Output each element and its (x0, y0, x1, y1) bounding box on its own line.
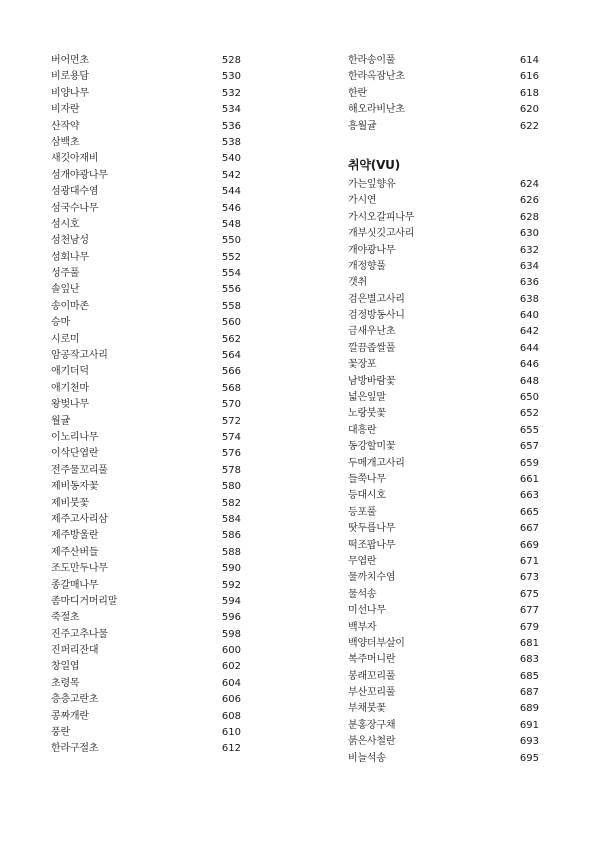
index-entry (348, 102, 539, 118)
entry-name: 한라구절초 (51, 743, 99, 755)
entry-page-number: 532 (221, 87, 241, 99)
entry-page-number: 669 (519, 539, 539, 551)
entry-page-number: 652 (519, 408, 539, 420)
entry-page-number: 584 (221, 513, 241, 525)
index-entry (348, 292, 539, 308)
index-entry (51, 233, 241, 249)
index-entry (348, 669, 539, 685)
entry-page-number: 616 (519, 71, 539, 83)
entry-page-number: 679 (519, 621, 539, 633)
section-heading: 취약(VU) (348, 157, 400, 172)
entry-name: 깔끔좁쌀풀 (348, 342, 396, 354)
entry-page-number: 689 (519, 703, 539, 715)
entry-name: 비양나무 (51, 87, 89, 99)
index-entry (51, 135, 241, 151)
entry-name: 백양더부살이 (348, 637, 405, 649)
index-entry (51, 348, 241, 364)
index-entry (51, 332, 241, 348)
entry-page-number: 568 (221, 382, 241, 394)
entry-name: 등대시호 (348, 490, 386, 502)
entry-name: 새깃아재비 (51, 153, 99, 165)
index-entry (51, 201, 241, 217)
index-entry (348, 53, 539, 69)
entry-name: 섬개야광나무 (51, 169, 108, 181)
index-entry (51, 184, 241, 200)
entry-name: 제주산버들 (51, 546, 99, 558)
entry-name: 이삭단엽란 (51, 448, 99, 460)
entry-name: 섬회나무 (51, 251, 89, 263)
index-entry (51, 299, 241, 315)
index-entry (348, 636, 539, 652)
index-entry (348, 538, 539, 554)
entry-page-number: 592 (221, 579, 241, 591)
entry-name: 층층고란초 (51, 694, 99, 706)
index-entry (51, 545, 241, 561)
index-entry (51, 676, 241, 692)
index-entry (51, 627, 241, 643)
entry-page-number: 566 (221, 366, 241, 378)
index-entry (348, 488, 539, 504)
index-entry (348, 603, 539, 619)
index-entry (348, 226, 539, 242)
entry-name: 성주풀 (51, 268, 80, 280)
index-entry (51, 659, 241, 675)
entry-name: 넓은잎말 (348, 392, 386, 404)
entry-page-number: 638 (519, 293, 539, 305)
index-entry (348, 456, 539, 472)
entry-name: 꽃장포 (348, 359, 377, 371)
entry-page-number: 659 (519, 457, 539, 469)
entry-page-number: 588 (221, 546, 241, 558)
index-entry (51, 463, 241, 479)
entry-page-number: 632 (519, 244, 539, 256)
index-entry (348, 177, 539, 193)
entry-page-number: 602 (221, 661, 241, 673)
entry-name: 죽절초 (51, 612, 80, 624)
index-left-column (51, 53, 241, 758)
index-entry (51, 217, 241, 233)
index-entry (348, 243, 539, 259)
entry-page-number: 604 (221, 677, 241, 689)
index-entry (51, 496, 241, 512)
index-entry (51, 282, 241, 298)
entry-name: 풍란 (51, 727, 70, 739)
entry-name: 가는잎향유 (348, 178, 396, 190)
index-entry (348, 718, 539, 734)
entry-page-number: 675 (519, 588, 539, 600)
entry-name: 제주고사리삼 (51, 513, 108, 525)
entry-name: 대흥란 (348, 424, 377, 436)
entry-name: 진퍼리잔대 (51, 645, 99, 657)
entry-page-number: 691 (519, 719, 539, 731)
index-entry (51, 479, 241, 495)
entry-page-number: 634 (519, 260, 539, 272)
entry-page-number: 596 (221, 612, 241, 624)
entry-page-number: 542 (221, 169, 241, 181)
index-entry (51, 168, 241, 184)
entry-name: 흥월귤 (348, 120, 377, 132)
entry-page-number: 640 (519, 310, 539, 322)
index-entry (348, 119, 539, 135)
index-entry (348, 259, 539, 275)
entry-page-number: 582 (221, 497, 241, 509)
entry-page-number: 673 (519, 572, 539, 584)
entry-page-number: 644 (519, 342, 539, 354)
entry-name: 노랑붓꽃 (348, 408, 386, 420)
entry-name: 해오라비난초 (348, 104, 405, 116)
index-entry (348, 751, 539, 767)
index-entry (348, 652, 539, 668)
entry-name: 백부자 (348, 621, 377, 633)
entry-page-number: 528 (221, 55, 241, 66)
index-entry (51, 643, 241, 659)
entry-page-number: 578 (221, 464, 241, 476)
entry-page-number: 598 (221, 628, 241, 640)
index-entry (51, 364, 241, 380)
index-entry (348, 357, 539, 373)
index-entry (51, 578, 241, 594)
entry-page-number: 614 (519, 55, 539, 66)
index-entry (348, 374, 539, 390)
index-entry (51, 69, 241, 85)
entry-name: 개정향풀 (348, 260, 386, 272)
entry-page-number: 600 (221, 645, 241, 657)
entry-name: 봉래꼬리풀 (348, 670, 396, 682)
index-entry (348, 193, 539, 209)
index-entry (348, 505, 539, 521)
entry-name: 진주고추나물 (51, 628, 108, 640)
entry-name: 콩짜개란 (51, 710, 89, 722)
index-entry (348, 701, 539, 717)
entry-name: 좀마디거머리말 (51, 595, 118, 607)
entry-name: 초령목 (51, 677, 80, 689)
index-entry (348, 324, 539, 340)
entry-name: 가시오갈피나무 (348, 211, 415, 223)
index-right-section-list (348, 177, 539, 767)
entry-page-number: 574 (221, 431, 241, 443)
index-entry (348, 423, 539, 439)
entry-name: 애기더덕 (51, 366, 89, 378)
index-entry (51, 86, 241, 102)
entry-name: 송이마존 (51, 300, 89, 312)
index-entry (348, 570, 539, 586)
entry-name: 제비동자꽃 (51, 481, 99, 493)
index-entry (348, 587, 539, 603)
index-entry (348, 734, 539, 750)
entry-name: 개야광나무 (348, 244, 396, 256)
entry-name: 비로용담 (51, 71, 89, 83)
entry-page-number: 626 (519, 195, 539, 207)
index-entry (51, 414, 241, 430)
entry-name: 검정방동사니 (348, 310, 405, 322)
entry-page-number: 576 (221, 448, 241, 460)
entry-page-number: 657 (519, 441, 539, 453)
index-entry (348, 521, 539, 537)
entry-page-number: 572 (221, 415, 241, 427)
entry-page-number: 685 (519, 670, 539, 682)
index-entry (51, 102, 241, 118)
index-entry (348, 69, 539, 85)
entry-name: 섬광대수염 (51, 186, 99, 198)
entry-name: 가시연 (348, 195, 377, 207)
entry-name: 애기천마 (51, 382, 89, 394)
entry-page-number: 594 (221, 595, 241, 607)
entry-name: 미선나무 (348, 605, 386, 617)
entry-name: 승마 (51, 317, 70, 329)
entry-name: 한라옥잠난초 (348, 71, 405, 83)
index-entry (51, 151, 241, 167)
entry-name: 한라송이풀 (348, 55, 396, 66)
entry-page-number: 618 (519, 87, 539, 99)
index-entry (51, 512, 241, 528)
entry-name: 산작약 (51, 120, 80, 132)
entry-name: 전주물꼬리풀 (51, 464, 108, 476)
entry-name: 버어먼초 (51, 55, 89, 66)
index-entry (51, 53, 241, 69)
entry-page-number: 570 (221, 399, 241, 411)
entry-name: 부채붓꽃 (348, 703, 386, 715)
entry-page-number: 620 (519, 104, 539, 116)
entry-name: 복주머니란 (348, 654, 396, 666)
entry-name: 삼백초 (51, 136, 80, 148)
index-entry (51, 266, 241, 282)
entry-page-number: 608 (221, 710, 241, 722)
entry-page-number: 554 (221, 268, 241, 280)
entry-name: 한란 (348, 87, 367, 99)
index-entry (51, 725, 241, 741)
index-entry (348, 86, 539, 102)
index-entry (348, 341, 539, 357)
entry-page-number: 671 (519, 555, 539, 567)
entry-name: 섬시호 (51, 218, 80, 230)
entry-name: 비자란 (51, 104, 80, 116)
entry-name: 물석송 (348, 588, 377, 600)
entry-page-number: 530 (221, 71, 241, 83)
entry-page-number: 586 (221, 530, 241, 542)
entry-name: 비늘석송 (348, 752, 386, 764)
index-entry (51, 610, 241, 626)
entry-name: 두메개고사리 (348, 457, 405, 469)
entry-page-number: 648 (519, 375, 539, 387)
entry-name: 등포풀 (348, 506, 377, 518)
entry-page-number: 580 (221, 481, 241, 493)
index-entry (51, 119, 241, 135)
entry-page-number: 628 (519, 211, 539, 223)
index-entry (51, 315, 241, 331)
entry-name: 남방바람꽃 (348, 375, 396, 387)
entry-page-number: 663 (519, 490, 539, 502)
entry-page-number: 681 (519, 637, 539, 649)
entry-page-number: 562 (221, 333, 241, 345)
entry-name: 동강할미꽃 (348, 441, 396, 453)
index-right-top-list (348, 53, 539, 135)
entry-page-number: 544 (221, 186, 241, 198)
entry-name: 종갈매나무 (51, 579, 99, 591)
entry-name: 시로미 (51, 333, 80, 345)
entry-page-number: 550 (221, 235, 241, 247)
entry-page-number: 624 (519, 178, 539, 190)
entry-name: 제주방울란 (51, 530, 99, 542)
entry-name: 들쭉나무 (348, 473, 386, 485)
index-entry (51, 397, 241, 413)
entry-name: 개부싯깃고사리 (348, 228, 415, 240)
index-entry (51, 381, 241, 397)
entry-page-number: 552 (221, 251, 241, 263)
entry-page-number: 695 (519, 752, 539, 764)
index-entry (348, 439, 539, 455)
entry-name: 이노리나무 (51, 431, 99, 443)
entry-page-number: 534 (221, 104, 241, 116)
entry-name: 암공작고사리 (51, 350, 108, 362)
entry-page-number: 650 (519, 392, 539, 404)
entry-page-number: 610 (221, 727, 241, 739)
entry-name: 물까치수염 (348, 572, 396, 584)
entry-page-number: 655 (519, 424, 539, 436)
index-entry (348, 472, 539, 488)
entry-page-number: 558 (221, 300, 241, 312)
entry-name: 갯취 (348, 277, 367, 289)
entry-page-number: 590 (221, 563, 241, 575)
index-entry (348, 620, 539, 636)
index-entry (348, 554, 539, 570)
entry-page-number: 661 (519, 473, 539, 485)
entry-page-number: 546 (221, 202, 241, 214)
entry-page-number: 540 (221, 153, 241, 165)
index-entry (51, 741, 241, 757)
index-entry (348, 390, 539, 406)
entry-page-number: 667 (519, 523, 539, 535)
entry-page-number: 536 (221, 120, 241, 132)
index-entry (51, 561, 241, 577)
entry-name: 창일엽 (51, 661, 80, 673)
entry-page-number: 642 (519, 326, 539, 338)
entry-page-number: 560 (221, 317, 241, 329)
entry-page-number: 646 (519, 359, 539, 371)
index-entry (348, 406, 539, 422)
index-entry (51, 594, 241, 610)
entry-name: 월귤 (51, 415, 70, 427)
entry-page-number: 665 (519, 506, 539, 518)
index-entry (348, 210, 539, 226)
entry-name: 무엽란 (348, 555, 377, 567)
entry-name: 붉은사철란 (348, 736, 396, 748)
entry-name: 검은별고사리 (348, 293, 405, 305)
index-entry (51, 528, 241, 544)
entry-page-number: 548 (221, 218, 241, 230)
entry-page-number: 683 (519, 654, 539, 666)
entry-name: 제비붓꽃 (51, 497, 89, 509)
entry-name: 분홍장구채 (348, 719, 396, 731)
entry-name: 섬천남성 (51, 235, 89, 247)
entry-page-number: 606 (221, 694, 241, 706)
entry-page-number: 636 (519, 277, 539, 289)
entry-page-number: 677 (519, 605, 539, 617)
index-entry (51, 430, 241, 446)
entry-name: 금새우난초 (348, 326, 396, 338)
entry-page-number: 538 (221, 136, 241, 148)
index-entry (348, 275, 539, 291)
entry-name: 부산꼬리풀 (348, 687, 396, 699)
entry-name: 솔잎난 (51, 284, 80, 296)
index-entry (51, 692, 241, 708)
entry-name: 왕벚나무 (51, 399, 89, 411)
index-entry (348, 685, 539, 701)
index-right-column (348, 53, 539, 767)
entry-name: 떡조팝나무 (348, 539, 396, 551)
entry-page-number: 622 (519, 120, 539, 132)
index-entry (51, 709, 241, 725)
entry-page-number: 556 (221, 284, 241, 296)
entry-page-number: 630 (519, 228, 539, 240)
index-entry (51, 250, 241, 266)
entry-name: 조도만두나무 (51, 563, 108, 575)
entry-page-number: 693 (519, 736, 539, 748)
entry-page-number: 564 (221, 350, 241, 362)
entry-name: 섬국수나무 (51, 202, 99, 214)
index-entry (51, 446, 241, 462)
entry-page-number: 687 (519, 687, 539, 699)
entry-name: 땃두릅나무 (348, 523, 396, 535)
entry-page-number: 612 (221, 743, 241, 755)
index-entry (348, 308, 539, 324)
